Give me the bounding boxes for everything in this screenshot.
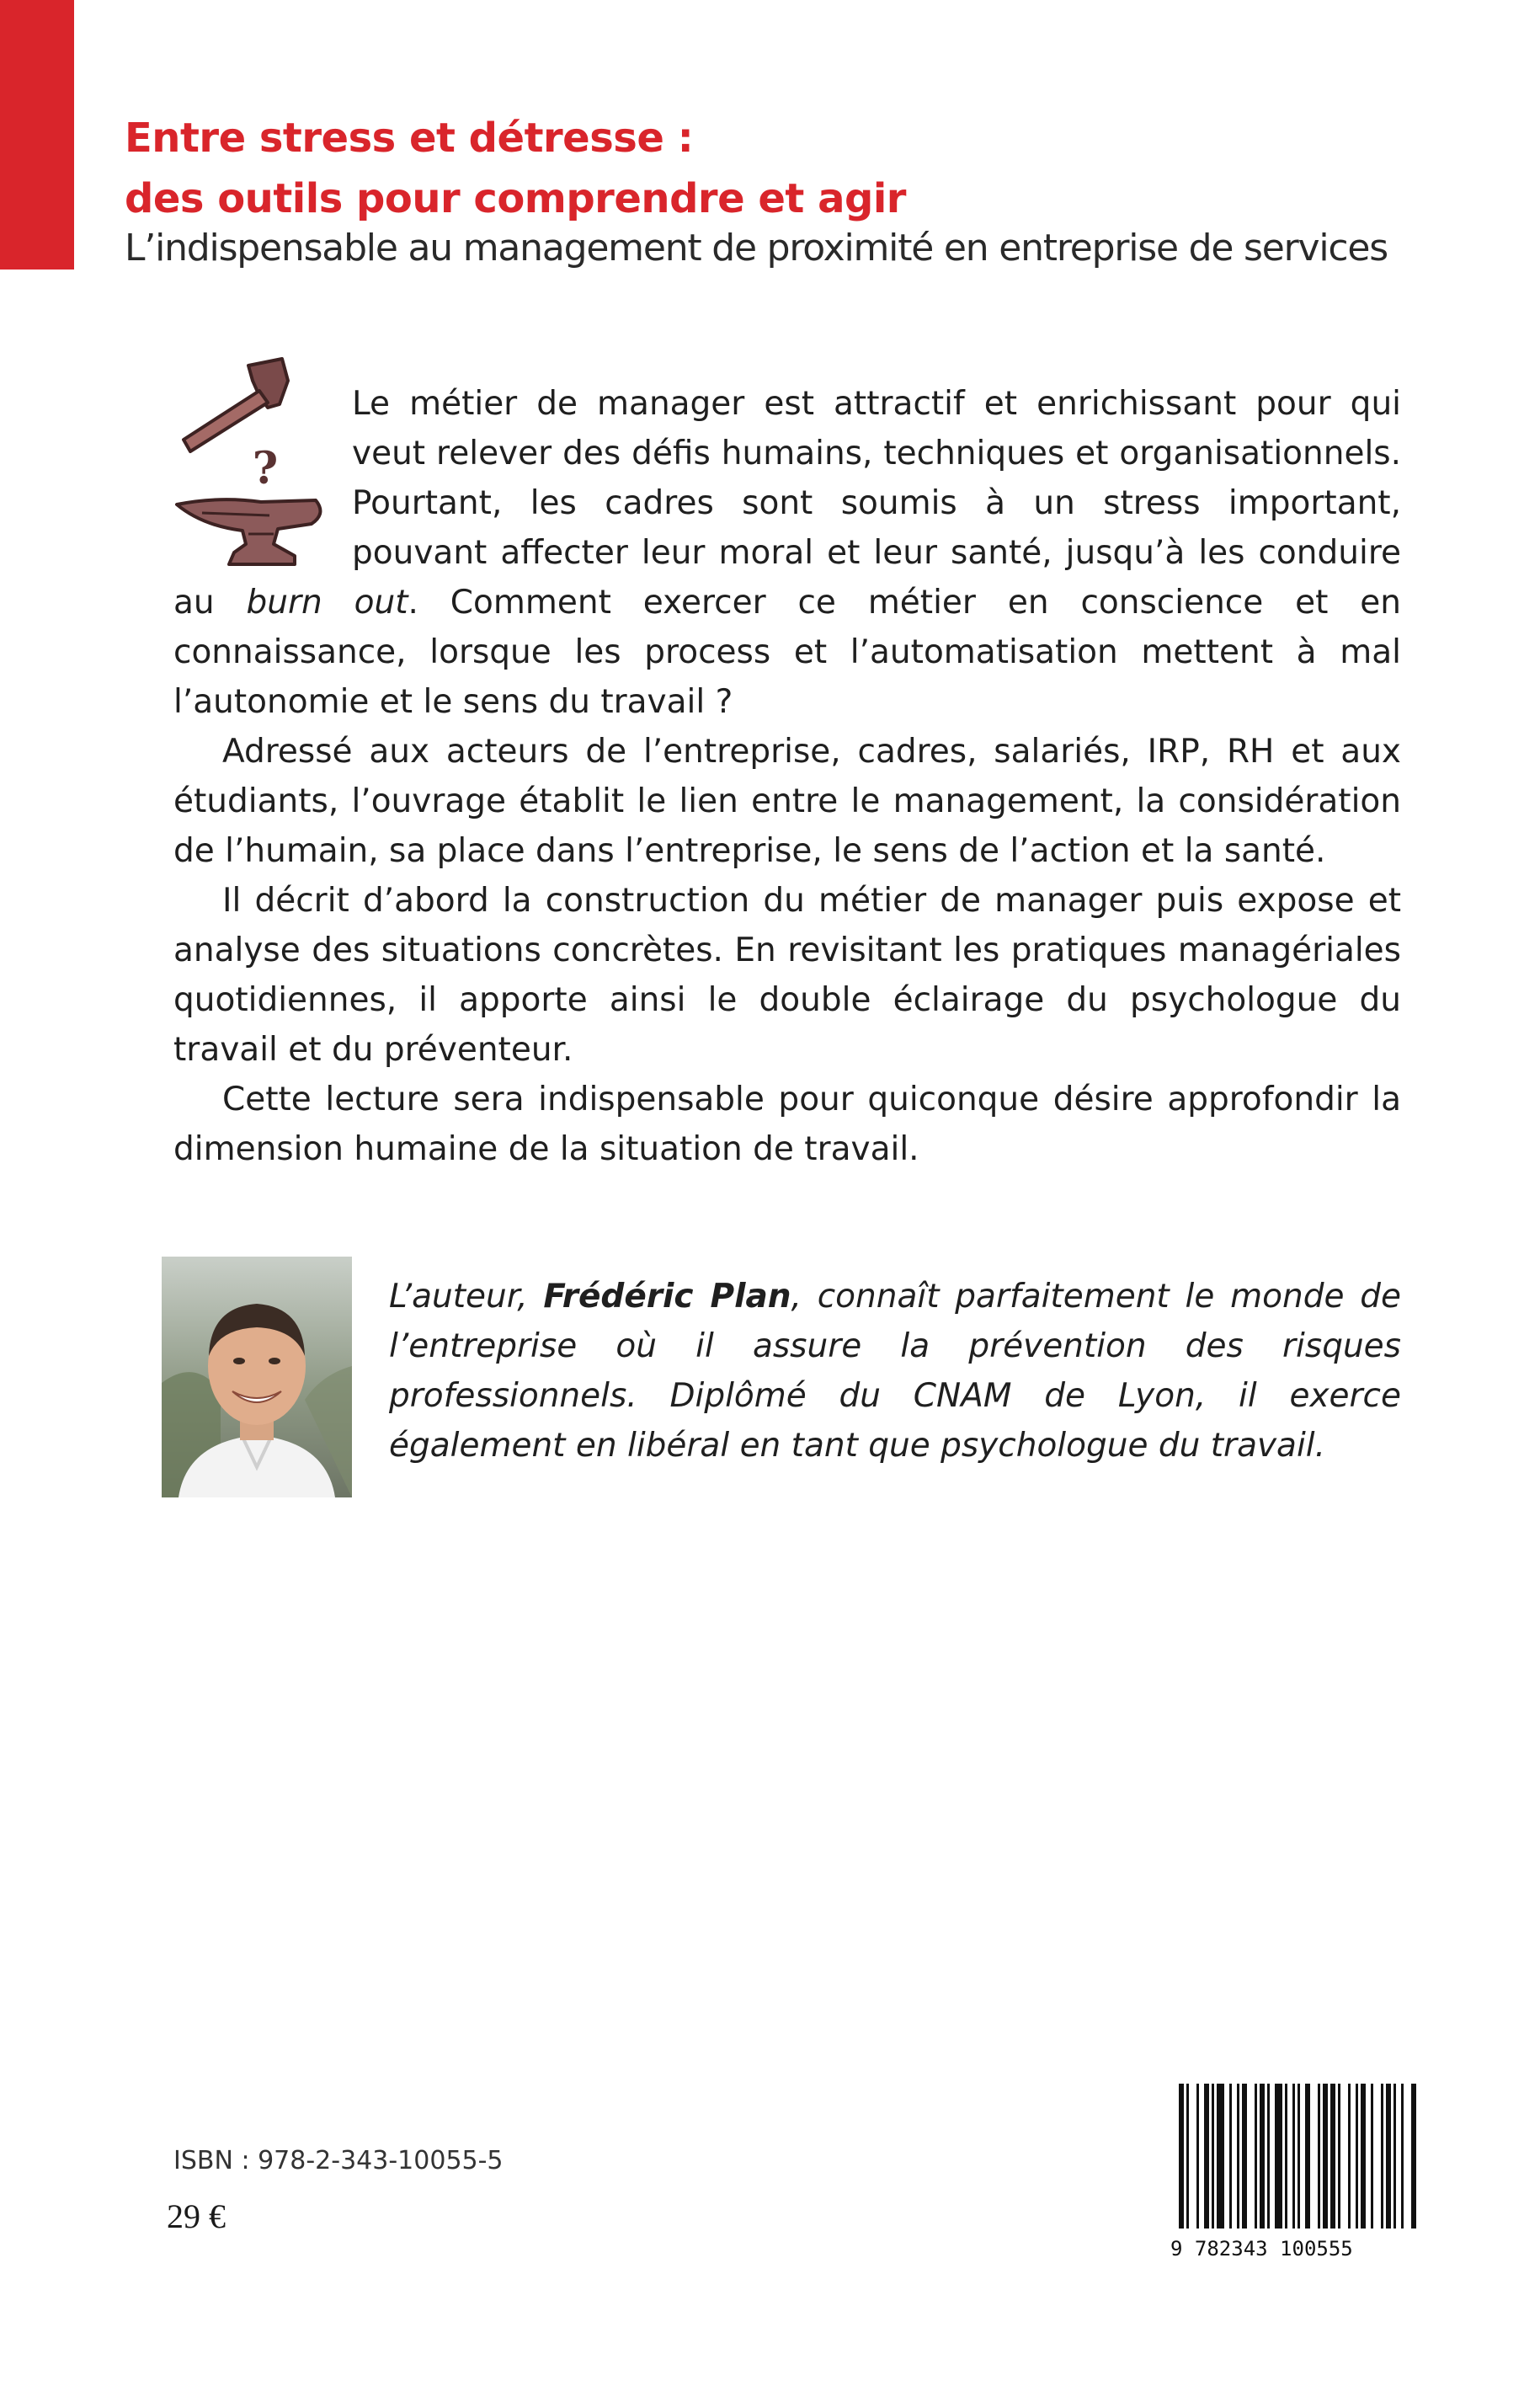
barcode-bar	[1411, 2084, 1416, 2229]
svg-text:?: ?	[252, 443, 279, 494]
barcode-bar	[1361, 2084, 1366, 2229]
barcode-bar	[1338, 2084, 1340, 2229]
barcode-bar	[1401, 2084, 1404, 2229]
barcode-bar	[1212, 2084, 1214, 2229]
book-subtitle: L’indispensable au management de proximité en entreprise de services	[125, 227, 1388, 270]
author-bio: L’auteur, Frédéric Plan, connaît parfaitement le monde de l’entreprise où il assure la prévention des risques professionnels. Diplômé du CNAM de Lyon, il exerce également en libéral en tant que psychologue du travail.	[389, 1278, 1401, 1465]
back-cover-blurb	[173, 379, 1401, 1174]
barcode-bar	[1242, 2084, 1247, 2229]
barcode-bar	[1260, 2084, 1265, 2229]
barcode-bar	[1330, 2084, 1335, 2229]
barcode-digits: 9 782343 100555	[1170, 2237, 1353, 2261]
barcode-bar	[1348, 2084, 1351, 2229]
blurb-emphasis: burn out	[246, 584, 408, 622]
price-text: 29 €	[167, 2197, 226, 2235]
barcode-bar	[1298, 2084, 1300, 2229]
blurb-paragraph-1: Le métier de manager est attractif et enrichissant pour qui veut relever des défis humains, techniques et organisationnels. Pourtant, les cadres sont soumis à un stress important, pouvant affecter leur moral et leur santé, jusqu’à les conduire au burn out. Comment exercer ce métier en conscience et en connaissance, lorsque les process et l’automatisation mettent à mal l’autonomie et le sens du travail ?	[173, 385, 1401, 721]
barcode-bar	[1179, 2084, 1184, 2229]
barcode-bar	[1275, 2084, 1282, 2229]
barcode-bar	[1196, 2084, 1199, 2229]
barcode-bar	[1393, 2084, 1396, 2229]
barcode-bar	[1292, 2084, 1295, 2229]
barcode-bar	[1217, 2084, 1224, 2229]
barcode	[1160, 2080, 1430, 2262]
title-line-2: des outils pour comprendre et agir	[125, 175, 906, 222]
isbn-text: ISBN : 978-2-343-10055-5	[173, 2146, 504, 2175]
barcode-bar	[1255, 2084, 1257, 2229]
barcode-bar	[1204, 2084, 1209, 2229]
barcode-bar	[1186, 2084, 1189, 2229]
barcode-bar	[1305, 2084, 1310, 2229]
barcode-bar	[1285, 2084, 1287, 2229]
author-name: Frédéric Plan	[543, 1278, 791, 1316]
barcode-bar	[1371, 2084, 1373, 2229]
red-accent-bar	[0, 0, 74, 270]
blurb-paragraph-3: Il décrit d’abord la construction du métier de manager puis expose et analyse des situations concrètes. En revisitant les pratiques managériales quotidiennes, il apporte ainsi le double éclairage du psychologue du travail et du préventeur.	[173, 882, 1401, 1069]
barcode-bar	[1356, 2084, 1358, 2229]
blurb-paragraph-2: Adressé aux acteurs de l’entreprise, cadres, salariés, IRP, RH et aux étudiants, l’ouvrage établit le lien entre le management, la considération de l’humain, sa place dans l’entreprise, le sens de l’action et la santé.	[173, 733, 1401, 870]
title-line-1: Entre stress et détresse :	[125, 115, 694, 162]
barcode-bar	[1318, 2084, 1320, 2229]
barcode-bar	[1237, 2084, 1239, 2229]
barcode-bar	[1381, 2084, 1383, 2229]
barcode-bar	[1229, 2084, 1232, 2229]
barcode-bar	[1267, 2084, 1270, 2229]
book-title	[125, 108, 906, 229]
author-photo	[162, 1257, 352, 1497]
illustration-space	[173, 379, 352, 578]
barcode-bar	[1386, 2084, 1391, 2229]
barcode-bar	[1323, 2084, 1328, 2229]
blurb-paragraph-4: Cette lecture sera indispensable pour quiconque désire approfondir la dimension humaine de la situation de travail.	[173, 1081, 1401, 1168]
